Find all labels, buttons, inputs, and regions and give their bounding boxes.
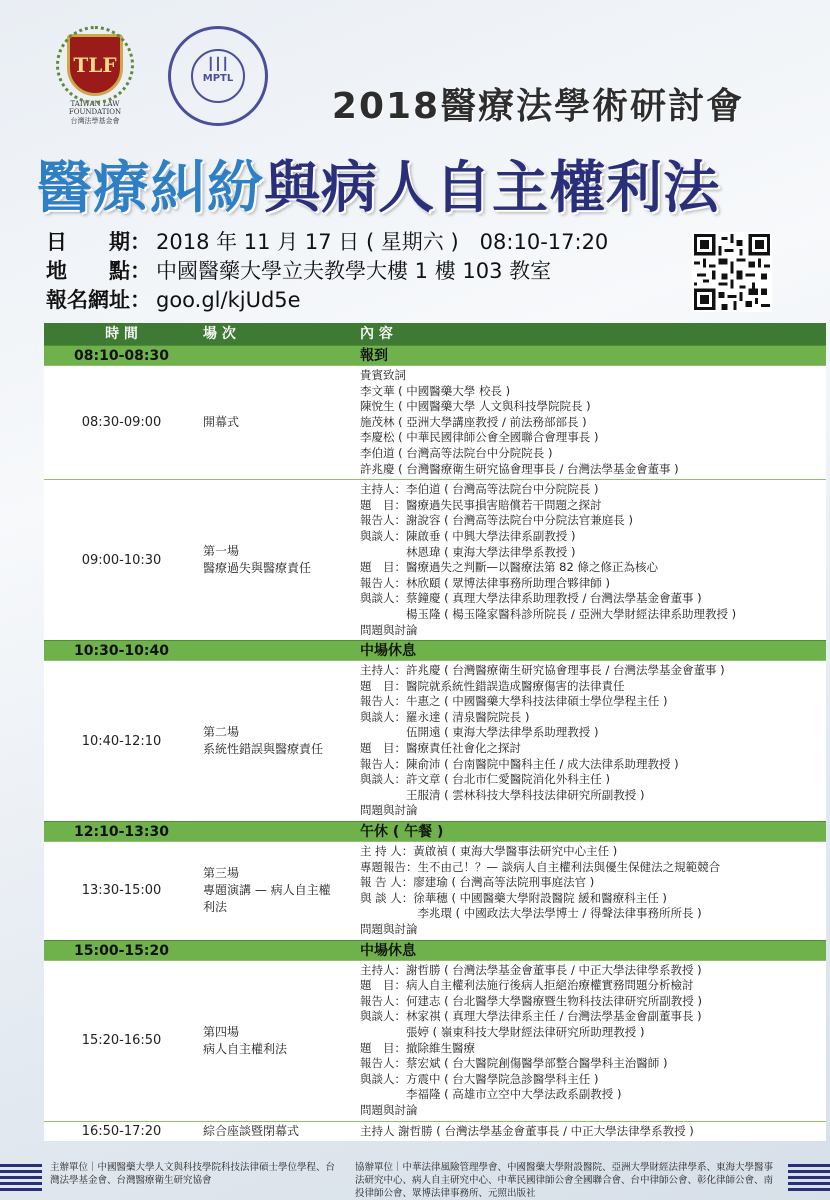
content-line: 報告人：陳俞沛 ( 台南醫院中醫科主任 / 成大法律系助理教授 ) [360, 756, 679, 771]
content-line: 施茂林 ( 亞洲大學講座教授 / 前法務部部長 ) [360, 414, 587, 429]
row-content [356, 1122, 826, 1142]
content-line: 專題報告：生不由己！？— 談病人自主權利法與優生保健法之規範競合 [360, 859, 721, 874]
content-line: 報告人：林欣頤 ( 眾博法律事務所助理合夥律師 ) [360, 575, 610, 590]
session-title [203, 865, 331, 916]
break-row [44, 821, 826, 841]
row-content [356, 366, 826, 479]
content-line: 伍開遠 ( 東海大學法律學系助理教授 ) [360, 725, 599, 740]
session-title [203, 414, 239, 431]
content-line: 題 目：病人自主權利法施行後病人拒絕治療權實務問題分析檢討 [360, 978, 694, 993]
session-title-line: 第三場 [203, 866, 240, 881]
row-time: 08:10-08:30 [74, 348, 169, 364]
host-units: 主辦單位｜中國醫藥大學人文與科技學院科技法律碩士學位學程、台灣法學基金會、台灣醫療衛生研究協會 [50, 1162, 336, 1186]
session-row [44, 960, 826, 1121]
footer-stripes-left [0, 1164, 42, 1194]
session-title-line: 綜合座談暨閉幕式 [203, 1123, 300, 1138]
content-line: 題 目：醫療過失民事損害賠償若干問題之探討 [360, 497, 602, 512]
co-host-units: 協辦單位｜中華法律風險管理學會、中國醫藥大學附設醫院、亞洲大學財經法律學系、東海大學醫事法研究中心、病人自主研究中心、中華民國律師公會全國聯合會、台中律師公會、彰化律師公會、南投律師公會、眾博法律事務所、元照出版社 [355, 1162, 774, 1199]
place-label: 地 點： [46, 259, 151, 283]
session-row [44, 1121, 826, 1142]
session-title-line: 醫療過失與醫療責任 [203, 561, 312, 576]
row-session [199, 961, 356, 1121]
shield-icon: TLF [67, 34, 123, 96]
content-line: 李兆環 ( 中國政法大學法學博士 / 得聲法律事務所所長 ) [360, 906, 702, 921]
logo-left-cn: 台灣法學基金會 [70, 117, 120, 125]
content-line: 與談人：陳啟垂 ( 中興大學法律系副教授 ) [360, 528, 576, 543]
row-session [199, 661, 356, 821]
row-content: 午休 ( 午餐 ) [360, 824, 444, 841]
content-line: 報告人：牛惠之 ( 中國醫藥大學科技法律碩士學位學程主任 ) [360, 694, 668, 709]
row-time: 08:30-09:00 [81, 415, 162, 431]
content-line: 陳悅生 ( 中國醫藥大學 人文與科技學院院長 ) [360, 399, 591, 414]
event-info [46, 228, 686, 315]
content-line: 林恩瑋 ( 東海大學法律學系教授 ) [360, 544, 576, 559]
header-time: 時 間 [105, 326, 138, 342]
content-line: 問題與討論 [360, 1102, 418, 1117]
content-line: 主持人 謝哲勝 ( 台灣法學基金會董事長 / 中正大學法律學系教授 ) [360, 1123, 694, 1138]
session-title [203, 724, 323, 758]
content-line: 楊玉隆 ( 楊玉隆家醫科診所院長 / 亞洲大學財經法律系助理教授 ) [360, 606, 737, 621]
row-session [199, 842, 356, 940]
row-content [356, 961, 826, 1121]
row-time: 09:00-10:30 [81, 552, 162, 568]
session-title-line: 專題演講 — 病人自主權 [203, 883, 331, 898]
content-line: 與談人：羅永達 ( 清泉醫院院長 ) [360, 709, 530, 724]
date-label: 日 期： [46, 230, 151, 254]
content-line: 與談人：蔡鐘慶 ( 真理大學法律系助理教授 / 台灣法學基金會董事 ) [360, 591, 702, 606]
footer [0, 1158, 830, 1200]
content-line: 題 目：醫療責任社會化之探討 [360, 741, 521, 756]
row-time: 10:40-12:10 [81, 733, 162, 749]
registration-label: 報名網址： [46, 288, 151, 312]
content-line: 主持人：謝哲勝 ( 台灣法學基金會董事長 / 中正大學法律學系教授 ) [360, 962, 702, 977]
session-row [44, 365, 826, 479]
break-row [44, 640, 826, 660]
content-line: 與談人：許文章 ( 台北市仁愛醫院消化外科主任 ) [360, 772, 610, 787]
content-line: 與談人：方震中 ( 台大醫學院急診醫學科主任 ) [360, 1071, 599, 1086]
session-title-line: 病人自主權利法 [203, 1041, 288, 1056]
row-time: 13:30-15:00 [81, 883, 162, 899]
row-session [199, 366, 356, 479]
main-title-part2: 與病人自主權利法 [264, 156, 720, 221]
content-line: 問題與討論 [360, 922, 418, 936]
session-title [203, 1123, 299, 1140]
row-content [356, 480, 826, 640]
row-session-empty [199, 822, 356, 841]
session-title-line: 系統性錯誤與醫療責任 [203, 742, 324, 757]
break-row [44, 940, 826, 960]
session-title-line: 開幕式 [203, 415, 240, 430]
qr-code-icon[interactable] [692, 232, 772, 312]
row-content: 中場休息 [360, 942, 416, 959]
row-time: 15:00-15:20 [74, 942, 169, 959]
content-line: 與 談 人：徐華穗 ( 中國醫藥大學附設醫院 緩和醫療科主任 ) [360, 890, 667, 905]
logo-left-name: TAIWAN LAW FOUNDATION [68, 100, 122, 116]
row-session [199, 480, 356, 640]
header-session: 場 次 [203, 326, 236, 342]
content-line: 許兆慶 ( 台灣醫療衛生研究協會理事長 / 台灣法學基金會董事 ) [360, 461, 679, 476]
date-value: 2018 年 11 月 17 日 ( 星期六 ) 08:10-17:20 [156, 230, 609, 254]
row-content [356, 842, 826, 940]
session-title [203, 1024, 287, 1058]
main-title [36, 144, 796, 224]
wreath-icon [56, 26, 134, 104]
row-content: 中場休息 [360, 643, 416, 660]
content-line: 主 持 人：黃啟禎 ( 東海大學醫事法研究中心主任 ) [360, 844, 618, 859]
content-line: 題 目：醫院就系統性錯誤造成醫療傷害的法律責任 [360, 678, 625, 693]
content-line: 題 目：醫療過失之判斷—以醫療法第 82 條之修正為核心 [360, 560, 658, 575]
footer-stripes-right [788, 1164, 830, 1194]
mptl-logo [168, 26, 268, 126]
row-content: 報到 [360, 348, 388, 364]
content-line: 李伯道 ( 台灣高等法院台中分院院長 ) [360, 445, 553, 460]
session-title-line: 第一場 [203, 544, 240, 559]
session-row [44, 479, 826, 640]
registration-row [46, 286, 686, 315]
session-title-line: 利法 [203, 900, 228, 915]
registration-url[interactable]: goo.gl/kjUd5e [156, 288, 301, 312]
place-value: 中國醫藥大學立夫教學大樓 1 樓 103 教室 [156, 259, 552, 283]
content-line: 報告人：蔡宏斌 ( 台大醫院創傷醫學部整合醫學科主治醫師 ) [360, 1056, 668, 1071]
row-time: 15:20-16:50 [81, 1033, 162, 1049]
row-time: 12:10-13:30 [74, 824, 169, 841]
row-content [356, 661, 826, 821]
session-title-line: 第二場 [203, 725, 240, 740]
content-line: 張婷 ( 嶺東科技大學財經法律研究所助理教授 ) [360, 1024, 645, 1039]
content-line: 李慶松 ( 中華民國律師公會全國聯合會理事長 ) [360, 430, 599, 445]
row-session [199, 1122, 356, 1142]
main-title-part1: 醫療糾紛 [36, 156, 264, 221]
content-line: 王服清 ( 雲林科技大學科技法律研究所副教授 ) [360, 787, 645, 802]
content-line: 問題與討論 [360, 803, 418, 818]
schedule-table [44, 323, 826, 1141]
content-line: 報告人：謝說容 ( 台灣高等法院台中分院法官兼庭長 ) [360, 513, 633, 528]
session-row [44, 660, 826, 821]
row-session-empty [199, 641, 356, 660]
content-line: 李福隆 ( 高雄市立空中大學法政系副教授 ) [360, 1087, 622, 1102]
content-line: 李文華 ( 中國醫藥大學 校長 ) [360, 383, 511, 398]
break-row [44, 345, 826, 365]
content-line: 題 目：撤除維生醫療 [360, 1040, 475, 1055]
header-content: 內 容 [360, 326, 393, 342]
content-line: 主持人：許兆慶 ( 台灣醫療衛生研究協會理事長 / 台灣法學基金會董事 ) [360, 663, 725, 678]
conference-title: 2018醫療法學術研討會 [331, 86, 745, 127]
content-line: 報 告 人：廖建瑜 ( 台灣高等法院刑事庭法官 ) [360, 875, 595, 890]
mptl-mark: MPTL [202, 73, 234, 84]
table-header [44, 323, 826, 345]
logo-group [40, 22, 270, 142]
columns-icon: ┃┃┃ [207, 57, 229, 71]
content-line: 與談人：林家祺 ( 真理大學法律系主任 / 台灣法學基金會副董事長 ) [360, 1009, 702, 1024]
content-line: 主持人：李伯道 ( 台灣高等法院台中分院院長 ) [360, 482, 599, 497]
session-row [44, 841, 826, 940]
session-title [203, 543, 311, 577]
content-line: 貴賓致詞 [360, 368, 406, 382]
place-row [46, 257, 686, 286]
row-time: 16:50-17:20 [81, 1123, 162, 1139]
content-line: 問題與討論 [360, 622, 418, 637]
date-row [46, 228, 686, 257]
row-time: 10:30-10:40 [74, 643, 169, 660]
taiwan-law-foundation-logo [46, 26, 144, 138]
row-session-empty [199, 941, 356, 960]
row-session-empty [199, 346, 356, 365]
content-line: 報告人：何建志 ( 台北醫學大學醫療暨生物科技法律研究所副教授 ) [360, 993, 702, 1008]
session-title-line: 第四場 [203, 1024, 240, 1039]
